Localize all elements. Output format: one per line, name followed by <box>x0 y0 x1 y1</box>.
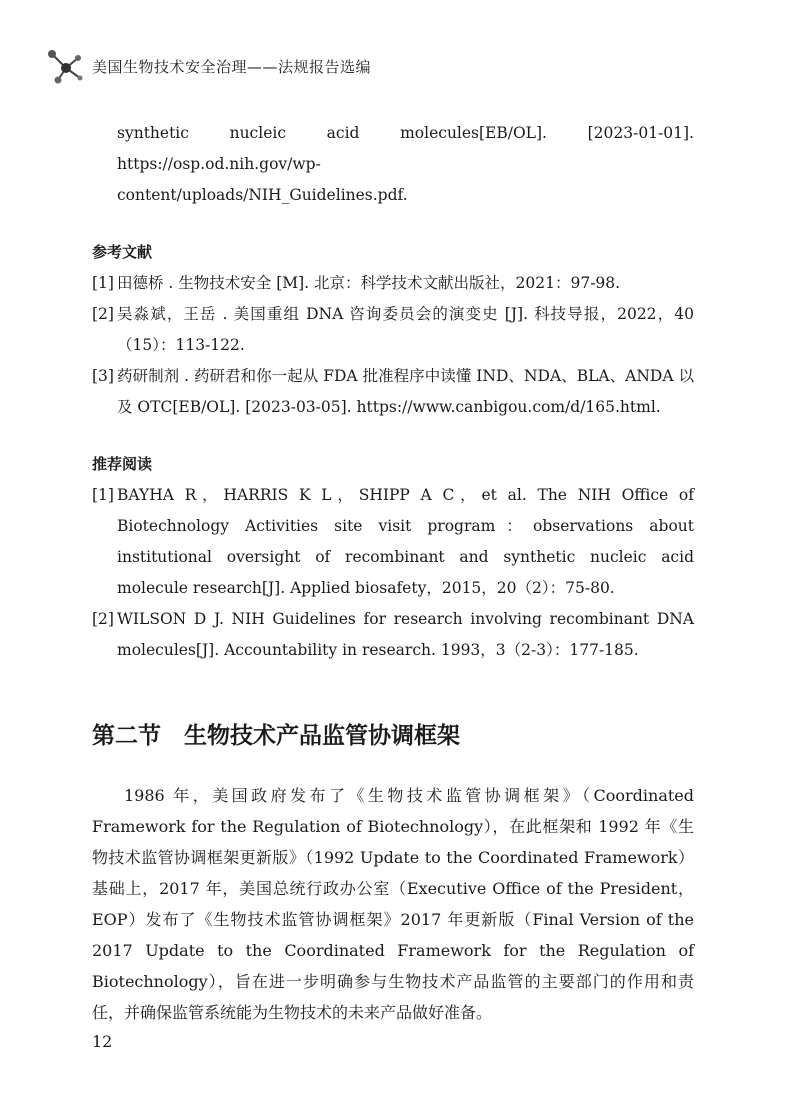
recommended-text: BAYHA R，HARRIS K L，SHIPP A C，et al. The NIH Office of Biotechnology Activities site visit program：observations about institutional oversight of recombinant and synthetic nucleic acid molecule research[J]. Applied biosafety，2015，20（2）：75-80. <box>117 486 694 597</box>
page-number: 12 <box>92 1032 113 1051</box>
page-content <box>92 118 694 1028</box>
reference-number: [3] <box>92 367 114 385</box>
running-header-title: 美国生物技术安全治理——法规报告选编 <box>92 58 372 76</box>
continuation-line-1: synthetic nucleic acid molecules[EB/OL]. [2023-01-01]. https://osp.od.nih.gov/wp- <box>117 124 694 173</box>
reference-text: 田德桥 . 生物技术安全 [M]. 北京：科学技术文献出版社，2021：97-98. <box>117 274 621 292</box>
reference-item <box>92 268 694 299</box>
reference-continuation <box>92 118 694 211</box>
reference-text: 吴淼斌，王岳 . 美国重组 DNA 咨询委员会的演变史 [J]. 科技导报，2022，40（15）：113-122. <box>117 305 694 354</box>
recommended-item <box>92 604 694 666</box>
running-header <box>44 46 744 86</box>
reference-item <box>92 361 694 423</box>
continuation-line-2: content/uploads/NIH_Guidelines.pdf. <box>117 186 408 204</box>
recommended-text: WILSON D J. NIH Guidelines for research involving recombinant DNA molecules[J]. Accountability in research. 1993，3（2-3）：177-185. <box>117 610 694 659</box>
recommended-heading: 推荐阅读 <box>92 455 153 473</box>
recommended-number: [2] <box>92 610 114 628</box>
molecule-logo-icon <box>44 46 84 86</box>
reference-number: [2] <box>92 305 114 323</box>
references-heading: 参考文献 <box>92 243 153 261</box>
recommended-number: [1] <box>92 486 114 504</box>
reference-number: [1] <box>92 274 114 292</box>
section-title: 第二节 生物技术产品监管协调框架 <box>92 723 460 749</box>
reference-text: 药研制剂 . 药研君和你一起从 FDA 批准程序中读懂 IND、NDA、BLA、ANDA 以及 OTC[EB/OL]. [2023-03-05]. https://www.canbigou.com/d/165.html. <box>117 367 694 416</box>
section-paragraph: 1986 年，美国政府发布了《生物技术监管协调框架》（Coordinated Framework for the Regulation of Biotechnology），在此框架和 1992 年《生物技术监管协调框架更新版》（1992 Update to the Coordinated Framework）基础上，2017 年，美国总统行政办公室（Executive Office of the President，EOP）发布了《生物技术监管协调框架》2017 年更新版（Final Version of the 2017 Update to the Coordinated Framework for the Regulation of Biotechnology），旨在进一步明确参与生物技术产品监管的主要部门的作用和责任，并确保监管系统能为生物技术的未来产品做好准备。 <box>92 786 694 1022</box>
recommended-item <box>92 480 694 604</box>
reference-item <box>92 299 694 361</box>
